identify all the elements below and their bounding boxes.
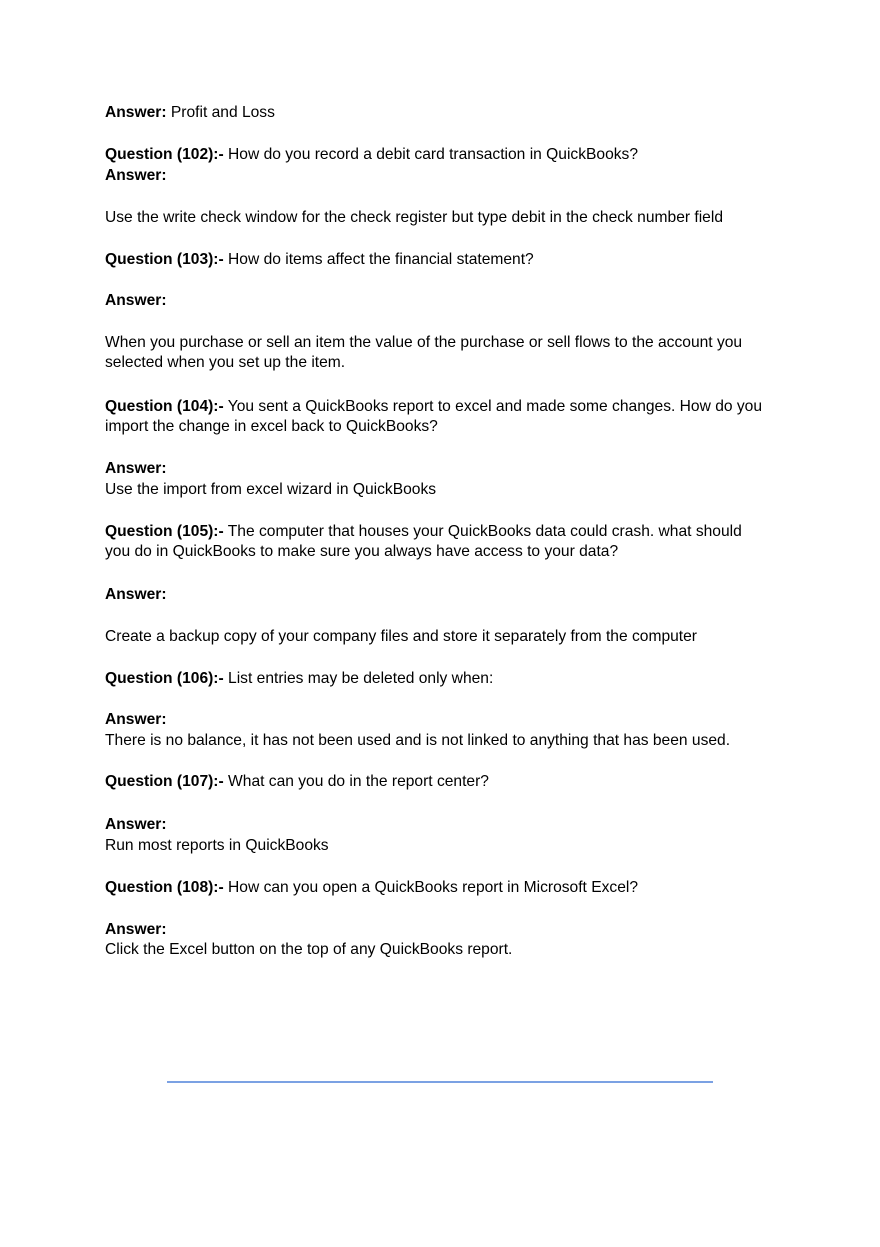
answer-107-label: Answer: [105,816,167,833]
question-105-label: Question (105):- [105,523,224,540]
question-106-text: List entries may be deleted only when: [228,670,494,687]
question-107 [105,771,795,792]
question-104-text-line1: You sent a QuickBooks report to excel and made some changes. How do you [227,398,763,415]
answer-105-label: Answer: [105,586,167,603]
answer-101 [105,102,795,123]
answer-107-text: Run most reports in QuickBooks [105,837,329,854]
question-104-label: Question (104):- [105,398,224,415]
question-108 [105,877,795,898]
answer-108-label: Answer: [105,921,167,938]
question-103-label: Question (103):- [105,251,224,268]
answer-104-label: Answer: [105,460,167,477]
question-104 [105,396,795,417]
question-103 [105,249,795,270]
question-102-label: Question (102):- [105,146,224,163]
question-105 [105,521,795,542]
question-102 [105,144,795,165]
question-102-text: How do you record a debit card transaction in QuickBooks? [228,146,639,163]
answer-102-text: Use the write check window for the check register but type debit in the check number field [105,209,723,226]
answer-102-label: Answer: [105,167,167,184]
answer-label: Answer: [105,104,167,121]
answer-106-label: Answer: [105,711,167,728]
answer-105-text: Create a backup copy of your company files and store it separately from the computer [105,628,697,645]
answer-101-text: Profit and Loss [170,104,275,121]
question-107-label: Question (107):- [105,773,224,790]
footer-divider [167,1081,713,1083]
answer-104-text: Use the import from excel wizard in QuickBooks [105,481,437,498]
question-103-text: How do items affect the financial statement? [228,251,534,268]
question-108-label: Question (108):- [105,879,224,896]
answer-103-text-line2: selected when you set up the item. [105,354,346,371]
question-105-text-line1: The computer that houses your QuickBooks data could crash. what should [227,523,742,540]
question-108-text: How can you open a QuickBooks report in Microsoft Excel? [228,879,639,896]
question-106-label: Question (106):- [105,670,224,687]
question-106 [105,668,795,689]
question-107-text: What can you do in the report center? [228,773,489,790]
question-105-text-line2: you do in QuickBooks to make sure you always have access to your data? [105,543,619,560]
answer-103-text-line1: When you purchase or sell an item the value of the purchase or sell flows to the account you [105,334,743,351]
question-104-text-line2: import the change in excel back to QuickBooks? [105,418,438,435]
answer-106-text: There is no balance, it has not been used and is not linked to anything that has been used. [105,732,731,749]
answer-108-text: Click the Excel button on the top of any QuickBooks report. [105,941,513,958]
answer-103-label: Answer: [105,292,167,309]
